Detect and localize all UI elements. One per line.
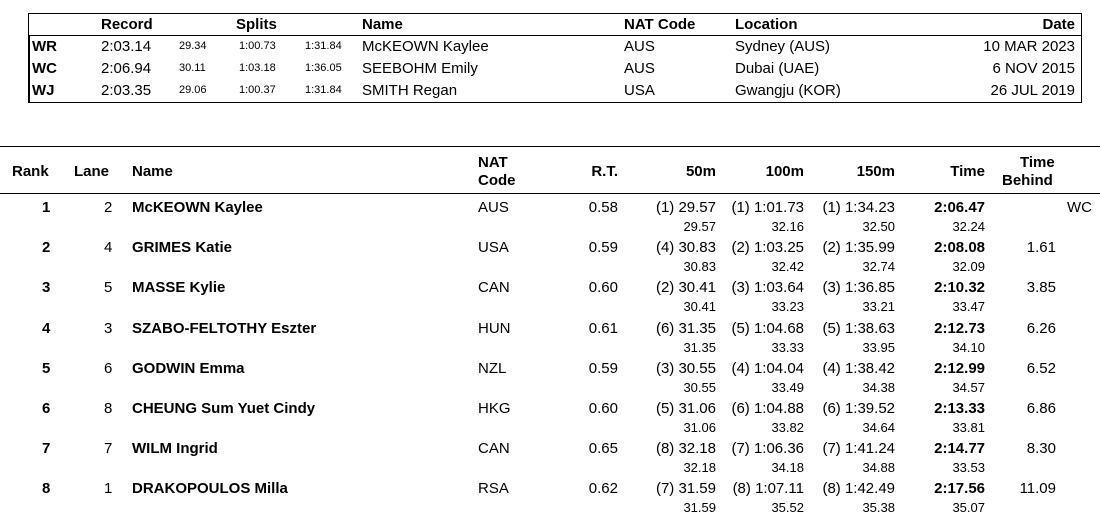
result-time-behind: 1.61	[1026, 239, 1056, 257]
result-split-150: 35.38	[862, 500, 895, 516]
result-lane: 5	[104, 279, 113, 297]
record-location: Dubai (UAE)	[735, 60, 820, 77]
record-row	[29, 36, 1081, 58]
result-split-200: 33.53	[952, 460, 985, 476]
table-row	[0, 358, 1100, 398]
result-split-100: 32.42	[771, 259, 804, 275]
result-50m: (2) 30.41	[655, 279, 716, 297]
result-split-100: 33.82	[771, 420, 804, 435]
result-split-100: 32.16	[771, 219, 804, 234]
result-reaction-time: 0.59	[588, 359, 618, 377]
result-time-behind: 11.09	[1019, 480, 1056, 498]
result-nat: AUS	[478, 199, 509, 216]
result-100m: (2) 1:03.25	[731, 239, 804, 257]
result-lane: 2	[104, 199, 113, 216]
result-rank: 8	[42, 480, 51, 498]
result-split-50: 30.83	[683, 259, 716, 275]
result-split-200: 32.09	[952, 259, 985, 275]
result-time: 2:06.47	[934, 199, 985, 216]
result-time-behind: 6.26	[1026, 319, 1056, 337]
result-150m: (2) 1:35.99	[822, 239, 895, 257]
result-nat: HUN	[478, 319, 511, 337]
result-150m: (5) 1:38.63	[822, 319, 895, 337]
result-reaction-time: 0.59	[588, 239, 618, 257]
result-reaction-time: 0.62	[588, 480, 618, 498]
result-time: 2:14.77	[934, 440, 985, 458]
header-100m: 100m	[765, 163, 804, 180]
records-header-nat: NAT Code	[624, 16, 696, 33]
record-time: 2:03.35	[101, 82, 152, 99]
record-date: 26 JUL 2019	[990, 82, 1075, 99]
result-split-150: 33.95	[862, 339, 895, 355]
header-50m: 50m	[685, 163, 716, 180]
result-record-badge: WC	[1067, 199, 1092, 216]
table-row	[0, 438, 1100, 478]
result-150m: (1) 1:34.23	[822, 199, 895, 216]
result-reaction-time: 0.65	[588, 440, 618, 458]
result-100m: (4) 1:04.04	[731, 359, 804, 377]
record-nat: AUS	[624, 60, 655, 77]
result-split-100: 34.18	[771, 460, 804, 476]
result-split-50: 31.35	[683, 339, 716, 355]
result-split-200: 33.81	[952, 420, 985, 435]
result-split-100: 35.52	[771, 500, 804, 516]
record-split-2: 1:00.73	[239, 40, 276, 52]
record-time: 2:03.14	[101, 38, 152, 55]
record-location: Gwangju (KOR)	[735, 82, 841, 99]
header-nat-line1: NAT	[478, 154, 508, 171]
result-time: 2:12.73	[934, 319, 985, 337]
result-100m: (3) 1:03.64	[731, 279, 804, 297]
record-split-3: 1:36.05	[305, 62, 342, 74]
result-name: CHEUNG Sum Yuet Cindy	[132, 400, 316, 417]
result-50m: (3) 30.55	[655, 359, 716, 377]
result-nat: RSA	[478, 480, 509, 498]
record-time: 2:06.94	[101, 60, 152, 77]
header-time: Time	[950, 163, 985, 180]
result-split-200: 34.57	[952, 379, 985, 395]
result-100m: (5) 1:04.68	[731, 319, 804, 337]
result-split-50: 32.18	[683, 460, 716, 476]
record-row	[29, 58, 1081, 80]
table-row	[0, 478, 1100, 518]
result-time: 2:12.99	[934, 359, 985, 377]
result-lane: 3	[104, 319, 113, 337]
records-header-name: Name	[362, 16, 403, 33]
result-split-100: 33.33	[771, 339, 804, 355]
result-lane: 4	[104, 239, 113, 257]
header-rt: R.T.	[591, 163, 618, 180]
records-header-record: Record	[101, 16, 153, 33]
result-50m: (5) 31.06	[655, 400, 716, 417]
result-nat: CAN	[478, 279, 510, 297]
records-header-date: Date	[1042, 16, 1075, 33]
result-50m: (8) 32.18	[655, 440, 716, 458]
result-name: McKEOWN Kaylee	[132, 199, 263, 216]
result-50m: (1) 29.57	[655, 199, 716, 216]
result-name: SZABO-FELTOTHY Eszter	[132, 319, 317, 337]
record-code: WC	[32, 60, 57, 77]
result-split-150: 34.88	[862, 460, 895, 476]
record-nat: USA	[624, 82, 655, 99]
header-lane: Lane	[74, 163, 110, 180]
result-rank: 3	[42, 279, 51, 297]
result-split-150: 32.74	[862, 259, 895, 275]
result-time: 2:08.08	[934, 239, 985, 257]
result-150m: (3) 1:36.85	[822, 279, 895, 297]
record-split-2: 1:03.18	[239, 62, 276, 74]
result-split-50: 29.57	[683, 219, 716, 234]
record-code: WJ	[32, 82, 55, 99]
result-50m: (6) 31.35	[655, 319, 716, 337]
record-split-1: 29.06	[179, 84, 207, 96]
result-split-200: 33.47	[952, 299, 985, 315]
result-name: MASSE Kylie	[132, 279, 226, 297]
header-name: Name	[132, 163, 173, 180]
result-name: WILM Ingrid	[132, 440, 218, 458]
header-time-behind-line2: Behind	[1002, 172, 1053, 189]
table-row	[0, 398, 1100, 438]
records-header-location: Location	[735, 16, 798, 33]
result-time: 2:17.56	[934, 480, 985, 498]
result-nat: NZL	[478, 359, 507, 377]
record-split-1: 30.11	[179, 62, 206, 74]
result-rank: 5	[42, 359, 51, 377]
result-rank: 6	[42, 400, 51, 417]
result-lane: 6	[104, 359, 113, 377]
record-nat: AUS	[624, 38, 655, 55]
result-lane: 1	[104, 480, 113, 498]
record-name: SEEBOHM Emily	[362, 60, 478, 77]
table-row	[0, 237, 1100, 277]
result-rank: 1	[42, 199, 51, 216]
record-date: 10 MAR 2023	[983, 38, 1075, 55]
record-split-1: 29.34	[179, 40, 207, 52]
result-100m: (6) 1:04.88	[731, 400, 804, 417]
result-rank: 2	[42, 239, 51, 257]
records-header-splits: Splits	[236, 16, 277, 33]
result-100m: (7) 1:06.36	[731, 440, 804, 458]
record-split-3: 1:31.84	[305, 84, 342, 96]
record-name: McKEOWN Kaylee	[362, 38, 489, 55]
result-50m: (4) 30.83	[655, 239, 716, 257]
result-150m: (8) 1:42.49	[822, 480, 895, 498]
records-table	[28, 13, 1082, 103]
result-split-150: 32.50	[862, 219, 895, 234]
result-lane: 8	[104, 400, 113, 417]
result-split-200: 35.07	[952, 500, 985, 516]
result-name: GRIMES Katie	[132, 239, 233, 257]
header-150m: 150m	[856, 163, 895, 180]
result-split-100: 33.49	[771, 379, 804, 395]
result-time-behind: 8.30	[1026, 440, 1056, 458]
record-row	[29, 80, 1081, 102]
result-150m: (6) 1:39.52	[822, 400, 895, 417]
result-nat: HKG	[478, 400, 511, 417]
result-100m: (1) 1:01.73	[731, 199, 804, 216]
result-split-200: 34.10	[952, 339, 985, 355]
result-split-50: 31.06	[683, 420, 716, 435]
result-split-150: 34.38	[862, 379, 895, 395]
result-nat: USA	[478, 239, 509, 257]
results-header	[0, 146, 1100, 194]
result-nat: CAN	[478, 440, 510, 458]
table-row	[0, 277, 1100, 317]
header-rank: Rank	[12, 163, 49, 180]
result-split-150: 33.21	[862, 299, 895, 315]
result-split-200: 32.24	[952, 219, 985, 234]
table-row	[0, 318, 1100, 358]
record-date: 6 NOV 2015	[992, 60, 1075, 77]
result-reaction-time: 0.58	[588, 199, 618, 216]
record-split-2: 1:00.37	[239, 84, 276, 96]
result-split-50: 31.59	[683, 500, 716, 516]
result-100m: (8) 1:07.11	[732, 480, 804, 498]
record-code: WR	[32, 38, 57, 55]
result-150m: (4) 1:38.42	[822, 359, 895, 377]
result-split-100: 33.23	[771, 299, 804, 315]
result-rank: 4	[42, 319, 51, 337]
result-time-behind: 6.86	[1026, 400, 1056, 417]
table-row	[0, 197, 1100, 237]
result-time: 2:13.33	[934, 400, 985, 417]
record-location: Sydney (AUS)	[735, 38, 831, 55]
record-split-3: 1:31.84	[305, 40, 342, 52]
result-time-behind: 3.85	[1026, 279, 1056, 297]
result-time: 2:10.32	[934, 279, 985, 297]
records-header	[29, 14, 1081, 36]
result-split-150: 34.64	[862, 420, 895, 435]
result-50m: (7) 31.59	[655, 480, 716, 498]
result-name: GODWIN Emma	[132, 359, 245, 377]
result-split-50: 30.55	[683, 379, 716, 395]
result-150m: (7) 1:41.24	[822, 440, 895, 458]
result-lane: 7	[104, 440, 113, 458]
result-time-behind: 6.52	[1026, 359, 1056, 377]
result-name: DRAKOPOULOS Milla	[132, 480, 288, 498]
result-reaction-time: 0.60	[588, 279, 618, 297]
header-time-behind-line1: Time	[1020, 154, 1055, 171]
result-reaction-time: 0.60	[588, 400, 618, 417]
record-name: SMITH Regan	[362, 82, 458, 99]
result-rank: 7	[42, 440, 51, 458]
header-nat-line2: Code	[478, 172, 516, 189]
result-split-50: 30.41	[683, 299, 716, 315]
result-reaction-time: 0.61	[588, 319, 618, 337]
